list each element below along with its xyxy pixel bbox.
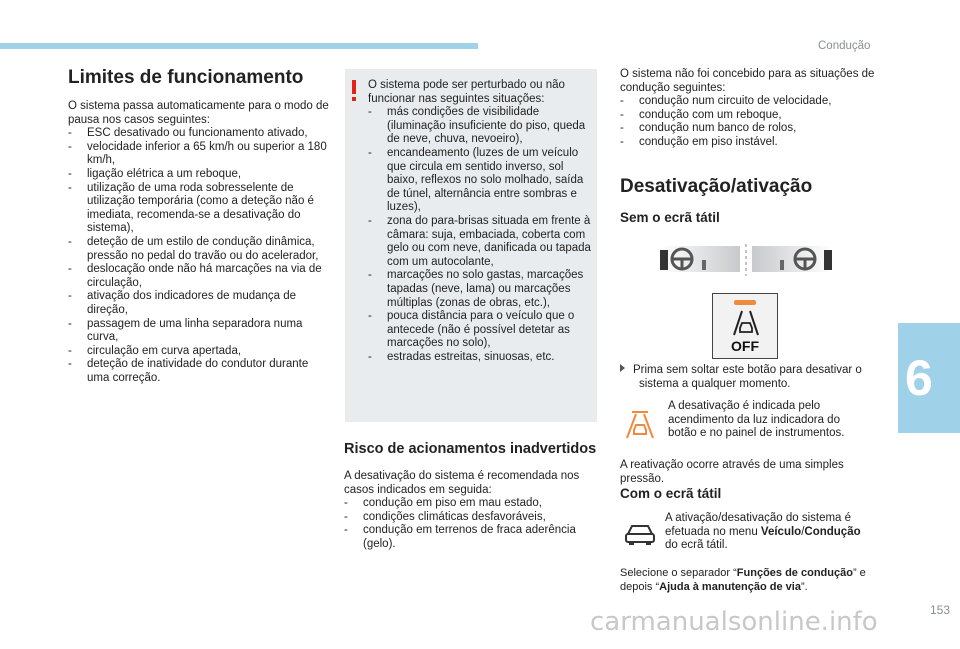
list-item: - deslocação onde não há marcações na via de circulação, [68, 263, 330, 290]
lane-warning-lamp-icon [624, 408, 656, 440]
list-item: - marcações no solo gastas, marcações tapadas (neve, lama) ou marcações múltiplas (zonas de obras, etc.), [368, 269, 592, 310]
list-item: - estradas estreitas, sinuosas, etc. [368, 351, 592, 365]
car-icon [624, 522, 656, 546]
list-item: - velocidade inferior a 65 km/h ou superior a 180 km/h, [68, 141, 330, 168]
right-intro-block [620, 68, 882, 150]
indicator-note: A desativação é indicada pelo acendimento da luz indicadora do botão e no painel de instrumentos. [668, 400, 845, 440]
section-label: Condução [818, 40, 871, 52]
warning-list [368, 106, 592, 364]
select-tab-note [620, 567, 882, 594]
touch-text-end: do ecrã tátil. [665, 539, 728, 552]
risk-section [344, 441, 598, 552]
list-item: - ESC desativado ou funcionamento ativado, [68, 127, 330, 141]
touchscreen-note [665, 512, 875, 553]
list-item: - deteção de inatividade do condutor durante uma correção. [68, 358, 330, 385]
press-text: Prima sem soltar este botão para desativar o sistema a qualquer momento. [633, 364, 862, 390]
list-item: - circulação em curva apertada, [68, 345, 330, 359]
design-list [620, 95, 882, 149]
left-column [68, 67, 330, 385]
lane-keeping-assist: Ajuda à manutenção de via [659, 580, 801, 593]
list-item: - pouca distância para o veículo que o antecede (não é possível detetar as marcações no solo), [368, 310, 592, 351]
tab-driving-functions: Funções de condução [736, 567, 853, 579]
separator: / [801, 525, 805, 538]
header-accent-bar [0, 43, 478, 49]
press-instruction [620, 364, 882, 391]
indicator-lamp [734, 300, 756, 305]
touch-text: A ativação/desativação do sistema é efetuada no menu [665, 512, 852, 538]
list-item: - ativação dos indicadores de mudança de direção, [68, 290, 330, 317]
list-item: - encandeamento (luzes de um veículo que circula em sentido inverso, sol baixo, reflexos no solo molhado, saída de túnel, alternância entre sombras e luzes), [368, 147, 592, 215]
risk-intro: A desativação do sistema é recomendada nos casos indicados em seguida: [344, 470, 580, 496]
list-item: - condução num circuito de velocidade, [620, 95, 882, 109]
list-item: - más condições de visibilidade (iluminação insuficiente do piso, queda de neve, chuva, nevoeiro), [368, 106, 592, 147]
select-text: Selecione o separador “ [620, 567, 737, 579]
no-touchscreen-title: Sem o ecrã tátil [620, 210, 720, 225]
menu-driving: Condução [804, 525, 861, 538]
watermark: carmanualsonline.info [590, 607, 878, 637]
risk-title: Risco de acionamentos inadvertidos [344, 441, 597, 457]
limits-intro: O sistema passa automaticamente para o modo de pausa nos casos seguintes: [68, 100, 329, 126]
list-item: - condução em piso em mau estado, [344, 497, 598, 511]
select-text-end: ”. [800, 580, 808, 593]
chapter-number: 6 [905, 350, 933, 406]
touchscreen-title: Com o ecrã tátil [620, 486, 722, 501]
list-item: - condução com um reboque, [620, 109, 882, 123]
design-intro: O sistema não foi concebido para as situações de condução seguintes: [620, 68, 875, 94]
list-item: - ligação elétrica a um reboque, [68, 168, 330, 182]
list-item: - condução em piso instável. [620, 136, 882, 150]
warning-intro: O sistema pode ser perturbado ou não funcionar nas seguintes situações: [368, 79, 565, 105]
list-item: - condições climáticas desfavoráveis, [344, 511, 598, 525]
warning-content [368, 79, 592, 364]
list-item: - deteção de um estilo de condução dinâmica, pressão no pedal do travão ou do acelerador, [68, 236, 330, 263]
menu-vehicle: Veículo [760, 525, 802, 538]
select-text-mid: ” e depois “ [620, 567, 866, 593]
deactivation-title: Desativação/ativação [620, 176, 813, 197]
limits-title: Limites de funcionamento [68, 67, 304, 88]
off-label: OFF [731, 338, 759, 354]
exclamation-icon [349, 80, 359, 102]
limits-list [68, 127, 330, 385]
page-number: 153 [930, 603, 951, 617]
list-item: - condução num banco de rolos, [620, 122, 882, 136]
reactivate-text: A reativação ocorre através de uma simples pressão. [620, 459, 844, 485]
steering-wheel-illustration [660, 244, 832, 276]
list-item: - condução em terrenos de fraca aderência (gelo). [344, 524, 598, 551]
triangle-bullet-icon [620, 364, 625, 372]
risk-list [344, 497, 598, 551]
list-item: - zona do para-brisas situada em frente à câmara: suja, embaciada, coberta com gelo ou com neve, danificada ou tapada com um autocolante, [368, 215, 592, 269]
list-item: - passagem de uma linha separadora numa curva, [68, 318, 330, 345]
lane-assist-off-button[interactable] [712, 293, 778, 359]
list-item: - utilização de uma roda sobresselente de utilização temporária (como a deteção não é imediata, recomenda-se a desativação do sistema), [68, 182, 330, 236]
lane-car-icon [731, 310, 761, 336]
